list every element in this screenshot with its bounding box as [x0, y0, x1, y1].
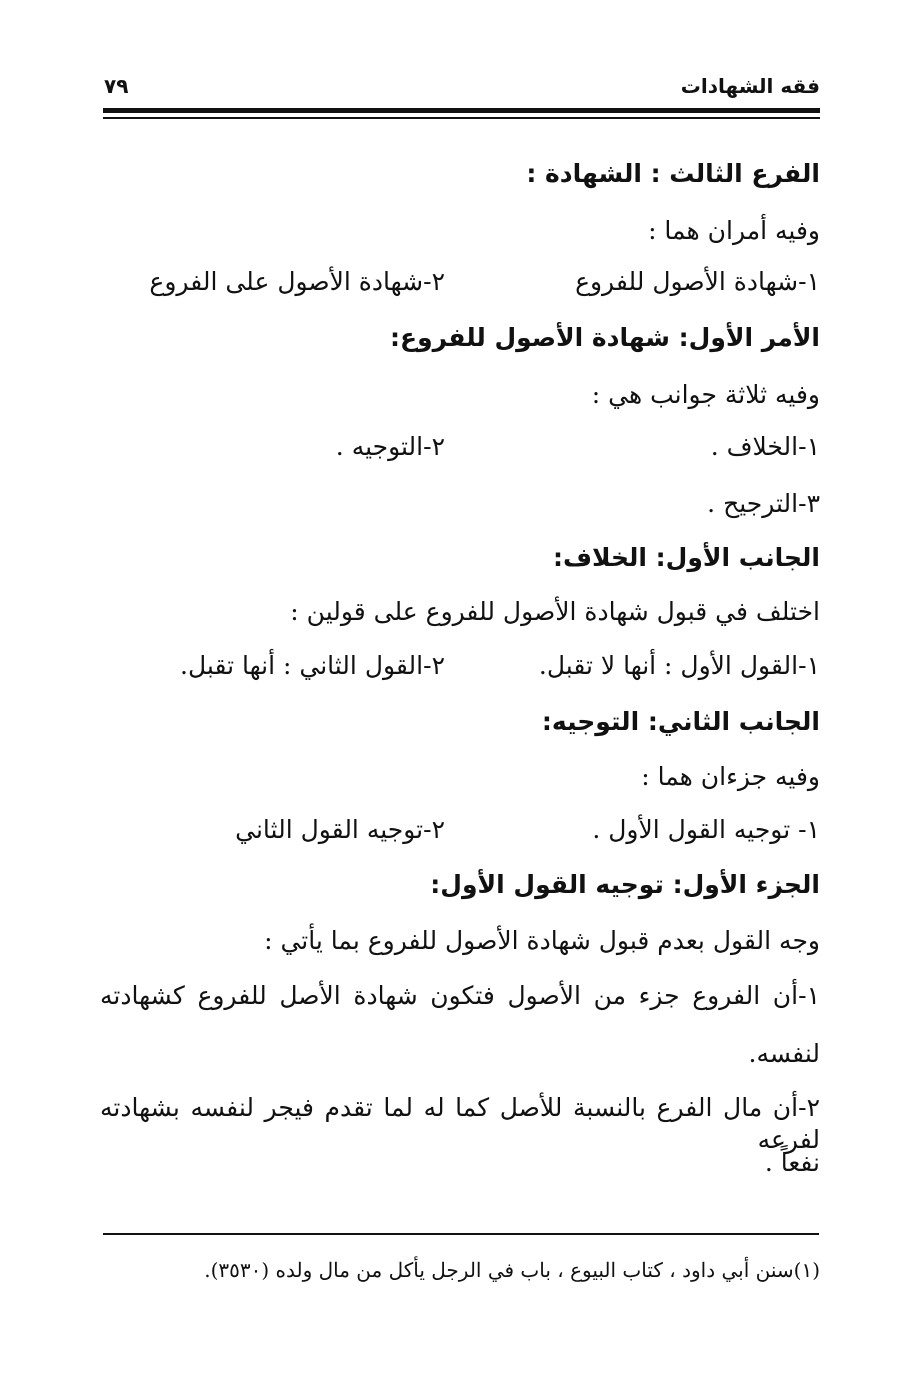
footnote: (١)سنن أبي داود ، كتاب البيوع ، باب في الرجل يأكل من مال ولده (٣٥٣٠). — [204, 1258, 820, 1282]
list-item-matter-2: ٢-شهادة الأصول على الفروع — [149, 267, 445, 296]
list-item-aspect-1: ١-الخلاف . — [710, 432, 820, 461]
paragraph-reason-2: ٢-أن مال الفرع بالنسبة للأصل كما له لما تقدم فيجر لنفسه بشهادته لفرعه — [100, 1093, 820, 1154]
paragraph-reason-2-cont: نفعاً . — [764, 1148, 820, 1177]
paragraph-reason-1-cont: لنفسه. — [748, 1039, 820, 1068]
list-item-opinion-1: ١-القول الأول : أنها لا تقبل. — [538, 651, 820, 680]
paragraph-reason-1: ١-أن الفروع جزء من الأصول فتكون شهادة الأصل للفروع كشهادته — [100, 981, 820, 1010]
list-item-opinion-2: ٢-القول الثاني : أنها تقبل. — [180, 651, 445, 680]
paragraph-three-aspects: وفيه ثلاثة جوانب هي : — [591, 380, 820, 409]
list-item-aspect-2: ٢-التوجيه . — [335, 432, 445, 461]
list-item-aspect-3: ٣-الترجيح . — [707, 489, 820, 518]
running-header-title: فقه الشهادات — [680, 74, 820, 98]
heading-first-aspect: الجانب الأول: الخلاف: — [552, 543, 820, 572]
heading-first-matter: الأمر الأول: شهادة الأصول للفروع: — [390, 323, 820, 352]
paragraph-reasoning-intro: وجه القول بعدم قبول شهادة الأصول للفروع بما يأتي : — [264, 926, 820, 955]
heading-second-aspect: الجانب الثاني: التوجيه: — [541, 707, 820, 736]
footnote-rule — [103, 1233, 819, 1235]
list-item-matter-1: ١-شهادة الأصول للفروع — [575, 267, 820, 296]
section-heading-third-branch: الفرع الثالث : الشهادة : — [526, 159, 820, 188]
paragraph-intro-two-matters: وفيه أمران هما : — [648, 216, 820, 245]
heading-first-part: الجزء الأول: توجيه القول الأول: — [430, 870, 820, 899]
list-item-part-1: ١- توجيه القول الأول . — [592, 815, 820, 844]
header-rule-thin — [103, 117, 820, 119]
paragraph-two-parts: وفيه جزءان هما : — [641, 762, 820, 791]
paragraph-disagreement: اختلف في قبول شهادة الأصول للفروع على قولين : — [290, 597, 820, 626]
list-item-part-2: ٢-توجيه القول الثاني — [235, 815, 445, 844]
page-number: ٧٩ — [104, 74, 129, 98]
header-rule-thick — [103, 108, 820, 113]
